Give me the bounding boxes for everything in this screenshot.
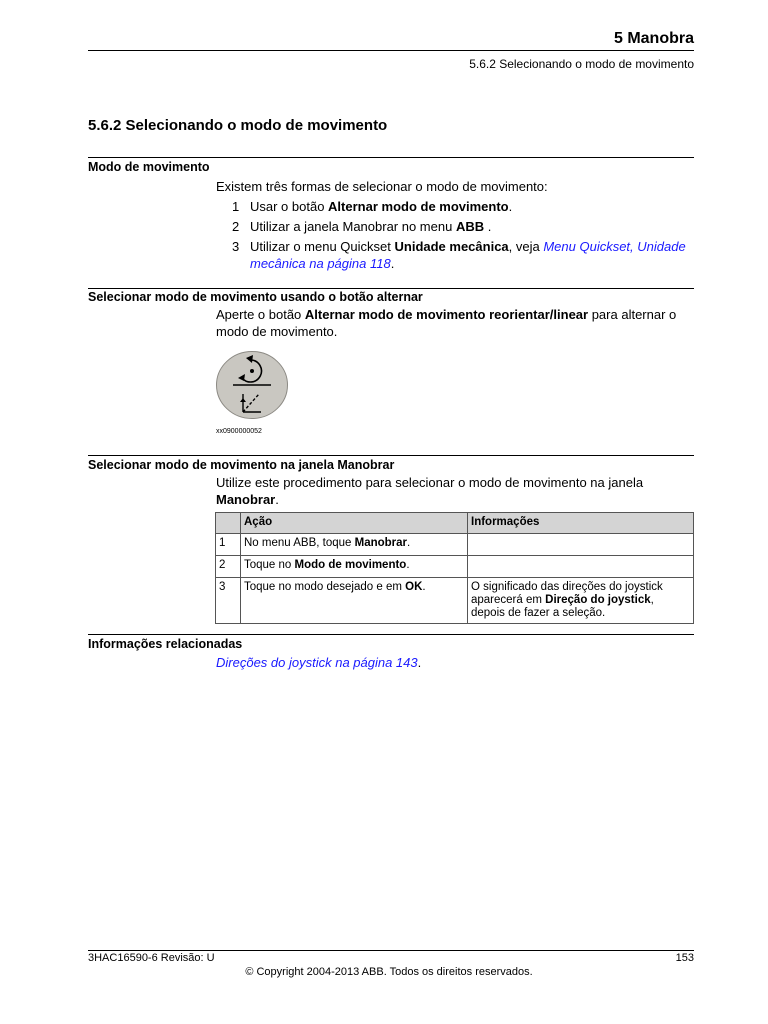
section-rule xyxy=(88,288,694,289)
footer-doc-id: 3HAC16590-6 Revisão: U xyxy=(88,952,215,964)
table-row xyxy=(216,556,694,578)
page-number: 153 xyxy=(675,952,694,964)
table-cell: 3 xyxy=(216,578,241,624)
page-title: 5.6.2 Selecionando o modo de movimento xyxy=(88,117,388,134)
intro-text: Existem três formas de selecionar o modo de movimento: xyxy=(216,179,548,194)
section-body-modo xyxy=(216,178,694,275)
table-row xyxy=(216,578,694,624)
figure-caption: xx0900000052 xyxy=(216,428,262,435)
section-heading-modo: Modo de movimento xyxy=(88,160,210,174)
section-body-info: Direções do joystick na página 143. xyxy=(216,655,422,670)
table-header-cell xyxy=(216,513,241,534)
table-header-cell: Informações xyxy=(468,513,694,534)
reorient-linear-toggle-icon xyxy=(215,350,289,420)
menu-quickset-link[interactable]: Menu Quickset, Unidade mecânica na página 118 xyxy=(250,239,686,271)
list-item: 1 Usar o botão Alternar modo de movimento. xyxy=(232,199,513,214)
header-subsection: 5.6.2 Selecionando o modo de movimento xyxy=(469,57,694,71)
table-header-cell: Ação xyxy=(241,513,468,534)
section-heading-janela: Selecionar modo de movimento na janela Manobrar xyxy=(88,458,395,472)
table-cell xyxy=(468,534,694,556)
section-heading-info: Informações relacionadas xyxy=(88,637,243,651)
section-rule xyxy=(88,157,694,158)
table-cell: O significado das direções do joystick aparecerá em Direção do joystick, depois de fazer a seleção. xyxy=(468,578,694,624)
list-item: 2 Utilizar a janela Manobrar no menu ABB . xyxy=(232,219,492,234)
table-cell: 1 xyxy=(216,534,241,556)
footer-copyright: © Copyright 2004-2013 ABB. Todos os direitos reservados. xyxy=(245,966,533,978)
table-header-row xyxy=(216,513,694,534)
table-row xyxy=(216,534,694,556)
section-rule xyxy=(88,634,694,635)
list-item: 3 Utilizar o menu Quickset Unidade mecânica, veja Menu Quickset, Unidade mecânica na página 118. xyxy=(232,239,686,271)
table-cell xyxy=(468,556,694,578)
section-rule xyxy=(88,455,694,456)
procedure-table xyxy=(215,512,694,624)
table-cell: No menu ABB, toque Manobrar. xyxy=(241,534,468,556)
joystick-directions-link[interactable]: Direções do joystick na página 143 xyxy=(216,655,418,670)
table-cell: Toque no Modo de movimento. xyxy=(241,556,468,578)
table-cell: Toque no modo desejado e em OK. xyxy=(241,578,468,624)
steps-list xyxy=(216,198,694,272)
footer-rule xyxy=(88,950,694,951)
header-rule xyxy=(88,50,694,51)
section-body-botao: Aperte o botão Alternar modo de movimento reorientar/linear para alternar o modo de movimento. xyxy=(216,307,677,339)
table-cell: 2 xyxy=(216,556,241,578)
section-heading-botao: Selecionar modo de movimento usando o botão alternar xyxy=(88,290,423,304)
chapter-title: 5 Manobra xyxy=(613,30,694,47)
section-body-janela: Utilize este procedimento para selecionar o modo de movimento na janela Manobrar. xyxy=(216,475,644,507)
